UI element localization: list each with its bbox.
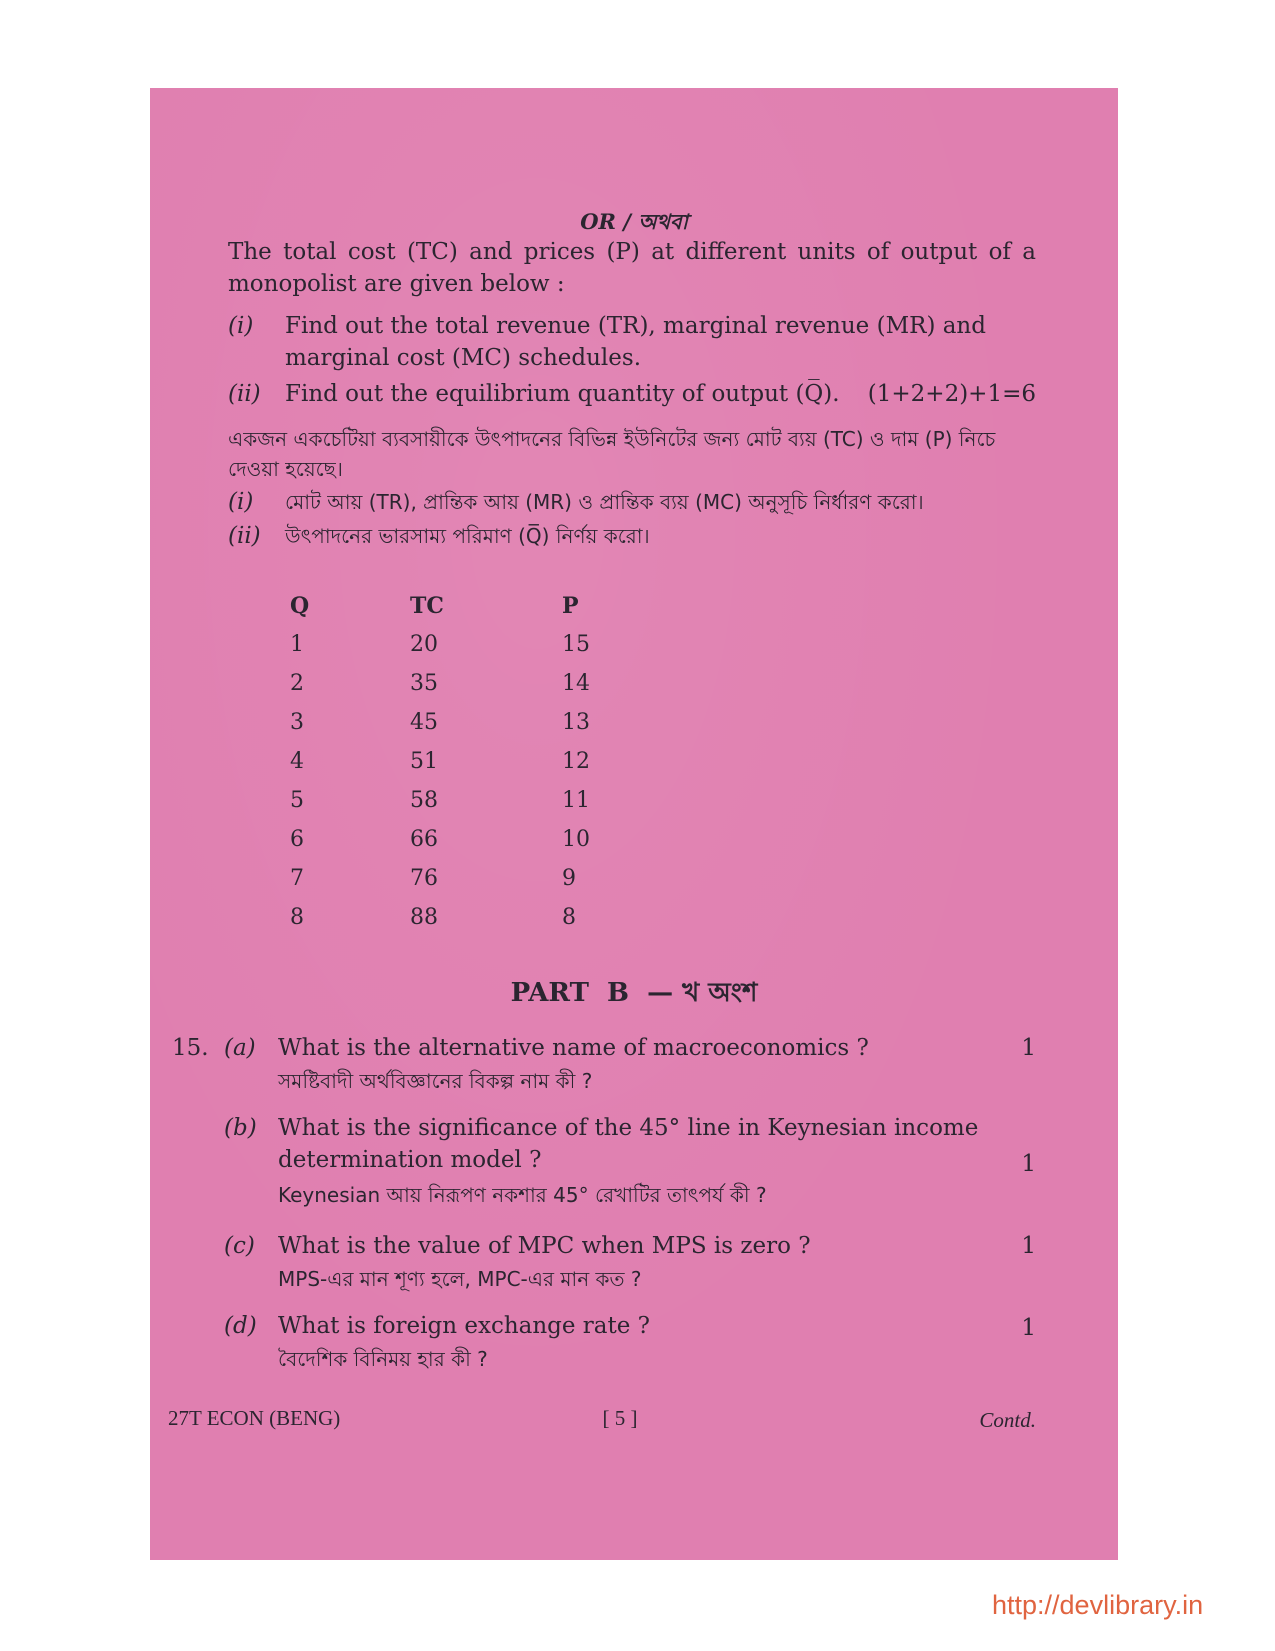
header-q: Q: [290, 592, 310, 619]
cell-tc: 45: [410, 710, 438, 735]
part-d-bengali: বৈদেশিক বিনিময় হার কী ?: [278, 1347, 488, 1371]
cell-p: 10: [562, 827, 590, 852]
item-i-text: Find out the total revenue (TR), marginal revenue (MR) and marginal cost (MC) schedules.: [285, 313, 986, 371]
table-row: [290, 664, 622, 703]
cell-q: 7: [290, 866, 304, 891]
cell-q: 5: [290, 788, 304, 813]
part-c-english: What is the value of MPC when MPS is zero ?: [278, 1233, 811, 1259]
part-a-bengali: সমষ্টিবাদী অর্থবিজ্ঞানের বিকল্প নাম কী ?: [278, 1069, 593, 1093]
header-tc: TC: [410, 592, 444, 619]
or-heading: OR / অথবা: [580, 209, 688, 234]
intro-english: The total cost (TC) and prices (P) at different units of output of a monopolist are given below :: [228, 239, 1036, 297]
cell-p: 9: [562, 866, 576, 891]
part-d-marks: 1: [1021, 1315, 1036, 1341]
question-number: 15.: [172, 1035, 209, 1061]
cell-p: 11: [562, 788, 590, 813]
cell-p: 14: [562, 671, 590, 696]
table-row: [290, 742, 622, 781]
part-b-marks: 1: [1021, 1151, 1036, 1177]
cell-tc: 66: [410, 827, 438, 852]
table-header-row: [290, 586, 622, 625]
part-b-label: (b): [224, 1115, 257, 1141]
cell-q: 2: [290, 671, 304, 696]
item-ii-text: Find out the equilibrium quantity of output (Q̅).: [285, 381, 840, 407]
part-b-english-line1: What is the significance of the 45° line in Keynesian income: [278, 1115, 979, 1141]
cell-q: 1: [290, 632, 304, 657]
intro-bengali: একজন একচেটিয়া ব্যবসায়ীকে উৎপাদনের বিভিন্ন ইউনিটের জন্য মোট ব্যয় (TC) ও দাম (P) নিচে দেওয়া হয়েছে।: [228, 427, 996, 481]
or-marks: (1+2+2)+1=6: [867, 381, 1036, 407]
cell-p: 15: [562, 632, 590, 657]
cell-q: 3: [290, 710, 304, 735]
exam-page: [150, 88, 1118, 1560]
part-c-label: (c): [224, 1233, 255, 1259]
header-p: P: [562, 592, 579, 619]
cell-q: 8: [290, 905, 304, 930]
part-b-bengali: Keynesian আয় নিরূপণ নকশার 45° রেখাটির তাৎপর্য কী ?: [278, 1183, 767, 1207]
cost-price-table: [290, 586, 622, 937]
contd-label: Contd.: [979, 1408, 1036, 1432]
cell-tc: 35: [410, 671, 438, 696]
part-a-english: What is the alternative name of macroeconomics ?: [278, 1035, 869, 1061]
table-row: [290, 859, 622, 898]
part-b-english-line2: determination model ?: [278, 1147, 542, 1173]
part-c-bengali: MPS-এর মান শূণ্য হলে, MPC-এর মান কত ?: [278, 1267, 642, 1291]
cell-q: 4: [290, 749, 304, 774]
cell-tc: 20: [410, 632, 438, 657]
item-bn-ii-text: উৎপাদনের ভারসাম্য পরিমাণ (Q̅) নির্ণয় করো।: [285, 524, 650, 548]
cell-tc: 58: [410, 788, 438, 813]
cell-p: 8: [562, 905, 576, 930]
page-number: [ 5 ]: [602, 1406, 638, 1430]
part-c-marks: 1: [1021, 1233, 1036, 1259]
part-a-label: (a): [224, 1035, 256, 1061]
part-d-english: What is foreign exchange rate ?: [278, 1313, 651, 1339]
table-row: [290, 820, 622, 859]
item-bn-ii-number: (ii): [228, 523, 261, 549]
table-row: [290, 703, 622, 742]
table-row: [290, 781, 622, 820]
cell-q: 6: [290, 827, 304, 852]
source-link[interactable]: http://devlibrary.in: [992, 1590, 1204, 1620]
part-a-marks: 1: [1021, 1035, 1036, 1061]
table-row: [290, 625, 622, 664]
item-i-number: (i): [228, 313, 254, 339]
part-d-label: (d): [224, 1313, 257, 1339]
item-ii-number: (ii): [228, 381, 261, 407]
part-b-heading: PART B — খ অংশ: [510, 978, 758, 1008]
cell-tc: 51: [410, 749, 438, 774]
cell-p: 13: [562, 710, 590, 735]
table-row: [290, 898, 622, 937]
item-bn-i-number: (i): [228, 489, 254, 515]
cell-tc: 76: [410, 866, 438, 891]
item-bn-i-text: মোট আয় (TR), প্রান্তিক আয় (MR) ও প্রান্তিক ব্যয় (MC) অনুসূচি নির্ধারণ করো।: [285, 490, 924, 514]
cell-tc: 88: [410, 905, 438, 930]
paper-code: 27T ECON (BENG): [168, 1406, 341, 1430]
cell-p: 12: [562, 749, 590, 774]
